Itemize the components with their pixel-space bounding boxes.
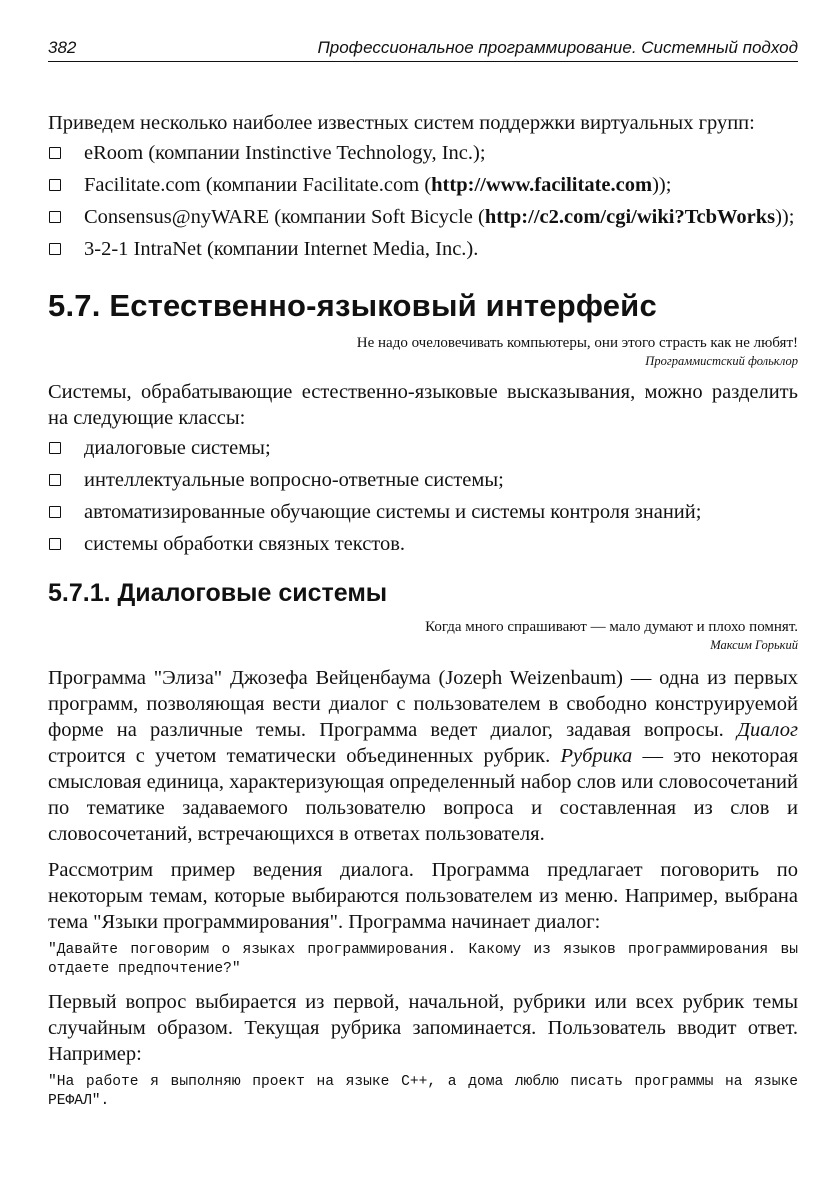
checkbox-bullet-icon (49, 211, 61, 223)
book-page (48, 38, 798, 1111)
checkbox-bullet-icon (49, 474, 61, 486)
list-item (48, 204, 798, 230)
intro-paragraph: Приведем несколько наиболее известных систем поддержки виртуальных групп: (48, 112, 755, 134)
list-item-text: системы обработки связных текстов. (84, 533, 406, 555)
subsection-heading: 5.7.1. Диалоговые системы (48, 579, 388, 607)
section-epigraph (48, 334, 798, 369)
running-title: Профессиональное программирование. Системный подход (317, 38, 798, 57)
list-item-text: eRoom (компании Instinctive Technology, Inc.); (84, 142, 486, 164)
term-dialog: Диалог (737, 719, 798, 741)
list-item-text: интеллектуальные вопросно-ответные системы; (84, 469, 504, 491)
checkbox-bullet-icon (49, 147, 61, 159)
list-item-text: )); (775, 206, 795, 228)
list-item (48, 435, 798, 461)
running-header (48, 38, 798, 62)
section-paragraph: Системы, обрабатывающие естественно-языковые высказывания, можно разделить на следующие классы: (48, 381, 798, 429)
term-rubric: Рубрика (560, 745, 633, 767)
list-item (48, 499, 798, 525)
text-run: — это некоторая смысловая единица, характеризующая определенный набор слов или словосочетаний по тематике задаваемого пользователю вопроса и составленная из слов и словосочетаний, встречающихся в ответах пользователя. (48, 745, 798, 845)
list-item-text: диалоговые системы; (84, 437, 271, 459)
classes-list (48, 435, 798, 557)
list-item-text: 3-2-1 IntraNet (компании Internet Media, Inc.). (84, 238, 479, 260)
epigraph-quote: Не надо очеловечивать компьютеры, они этого страсть как не любят! (356, 335, 798, 351)
epigraph-author: Программистский фольклор (645, 354, 798, 368)
list-item (48, 236, 798, 262)
list-item-text: Consensus@nyWARE (компании Soft Bicycle ( (84, 206, 485, 228)
checkbox-bullet-icon (49, 179, 61, 191)
url-link[interactable]: http://www.facilitate.com (431, 174, 653, 196)
list-item (48, 531, 798, 557)
url-link[interactable]: http://c2.com/cgi/wiki?TcbWorks (484, 206, 776, 228)
eliza-paragraph (48, 665, 798, 847)
example-paragraph: Рассмотрим пример ведения диалога. Программа предлагает поговорить по некоторым темам, которые выбираются пользователем из меню. Например, выбрана тема "Языки программирования". Программа начинает диалог: (48, 859, 798, 933)
epigraph-author: Максим Горький (710, 638, 798, 652)
virtual-groups-list (48, 140, 798, 262)
list-item (48, 467, 798, 493)
checkbox-bullet-icon (49, 538, 61, 550)
list-item-text: автоматизированные обучающие системы и системы контроля знаний; (84, 501, 702, 523)
text-run: строится с учетом тематически объединенных рубрик. (48, 745, 561, 767)
user-input-example: "На работе я выполняю проект на языке С++, а дома люблю писать программы на языке РЕФАЛ". (48, 1074, 798, 1109)
rubric-paragraph: Первый вопрос выбирается из первой, начальной, рубрики или всех рубрик темы случайным образом. Текущая рубрика запоминается. Пользователь вводит ответ. Например: (48, 991, 798, 1065)
epigraph-quote: Когда много спрашивают — мало думают и плохо помнят. (425, 619, 798, 635)
list-item-text: )); (652, 174, 672, 196)
section-heading: 5.7. Естественно-языковый интерфейс (48, 288, 657, 323)
list-item-text: Facilitate.com (компании Facilitate.com ( (84, 174, 432, 196)
checkbox-bullet-icon (49, 243, 61, 255)
text-run: Программа "Элиза" Джозефа Вейценбаума (Jozeph Weizenbaum) — одна из первых программ, позволяющая вести диалог с пользователем в свободно конструируемой форме на различные темы. Программа ведет диалог, задавая вопросы. (48, 667, 798, 741)
list-item (48, 172, 798, 198)
list-item (48, 140, 798, 166)
checkbox-bullet-icon (49, 506, 61, 518)
program-output-1: "Давайте поговорим о языках программирования. Какому из языков программирования вы отдаете предпочтение?" (48, 942, 798, 977)
page-number: 382 (48, 38, 77, 57)
checkbox-bullet-icon (49, 442, 61, 454)
subsection-epigraph (48, 618, 798, 653)
